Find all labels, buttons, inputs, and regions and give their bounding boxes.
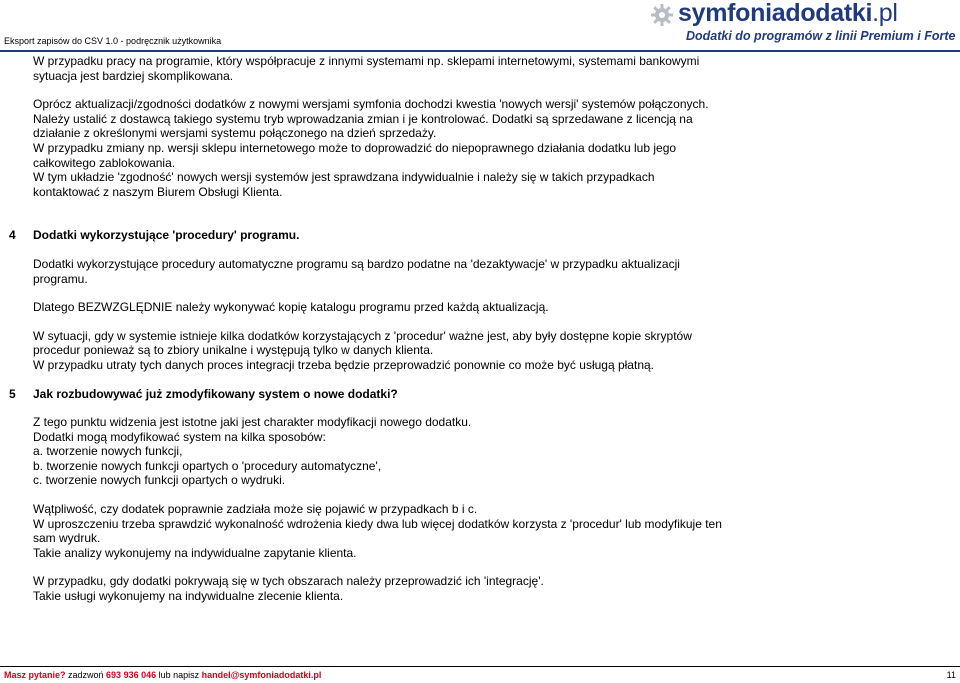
logo-accent: dodatki: [785, 0, 873, 27]
contact-line: [4, 670, 321, 680]
page-number: 11: [946, 670, 956, 680]
paragraph: W tym układzie 'zgodność' nowych wersji systemów jest sprawdzana indywidualnie i należy się w takich przypadkach kontaktować z naszym Biurem Obsługi Klienta.: [33, 170, 655, 199]
contact-call-text: zadzwoń: [65, 670, 107, 680]
paragraph: Dodatki mogą modyfikować system na kilka sposobów:: [33, 429, 326, 444]
symfoniadodatki-logo[interactable]: [650, 1, 956, 49]
paragraph: Należy ustalić z dostawcą takiego systemu tryb wprowadzania zmian i je kontrolować. Dodatki są sprzedawane z licencją na działanie z określonymi wersjami systemu połączonego na dzień sprzedaży.: [33, 111, 693, 141]
paragraph: Takie analizy wykonujemy na indywidualne zapytanie klienta.: [33, 545, 357, 560]
paragraph: W przypadku zmiany np. wersji sklepu internetowego może to doprowadzić do niepoprawnego działania dodatku lub jego całkowitego zablokowania.: [33, 140, 677, 170]
contact-or-text: lub napisz: [156, 670, 202, 680]
paragraph: W sytuacji, gdy w systemie istnieje kilka dodatków korzystających z 'procedur' ważne jest, aby były dostępne kopie skryptów procedur ponieważ są to zbiory unikalne i występują tylko w danych klienta.: [33, 328, 692, 358]
logo-wordmark: [678, 0, 898, 28]
contact-phone-link[interactable]: 693 936 046: [106, 670, 157, 680]
paragraph: W przypadku, gdy dodatki pokrywają się w tych obszarach należy przeprowadzić ich 'integrację'.: [33, 574, 544, 589]
page-header: [0, 0, 960, 52]
paragraph: Dodatki wykorzystujące procedury automatyczne programu są bardzo podatne na 'dezaktywacje' w przypadku aktualizacji programu.: [33, 256, 680, 286]
section-heading-4: [9, 228, 723, 243]
list-item: a. tworzenie nowych funkcji,: [33, 444, 183, 459]
paragraph: Dlatego BEZWZGLĘDNIE należy wykonywać kopię katalogu programu przed każdą aktualizacją.: [33, 300, 549, 315]
document-title: Eksport zapisów do CSV 1.0 - podręcznik użytkownika: [4, 36, 222, 46]
gear-icon: [650, 3, 674, 27]
contact-question: Masz pytanie?: [4, 670, 66, 680]
paragraph: W uproszczeniu trzeba sprawdzić wykonalność wdrożenia kiedy dwa lub więcej dodatków korzysta z 'procedur' lub modyfikuje ten sam wydruk.: [33, 516, 722, 546]
paragraph: Z tego punktu widzenia jest istotne jaki jest charakter modyfikacji nowego dodatku.: [33, 415, 472, 430]
logo-tagline: Dodatki do programów z linii Premium i Forte: [686, 29, 956, 43]
paragraph: Oprócz aktualizacji/zgodności dodatków z nowymi wersjami symfonia dochodzi kwestia 'nowych wersji' systemów połączonych.: [33, 97, 709, 112]
list-item: b. tworzenie nowych funkcji opartych o 'procedury automatyczne',: [33, 458, 382, 473]
contact-email-link[interactable]: handel@symfoniadodatki.pl: [201, 670, 322, 680]
section-title: Dodatki wykorzystujące 'procedury' programu.: [33, 228, 300, 243]
footer-divider: [0, 666, 960, 667]
paragraph: W przypadku utraty tych danych proces integracji trzeba będzie przeprowadzić ponownie co może być usługą płatną.: [33, 357, 654, 372]
section-heading-5: [9, 386, 723, 402]
logo-tld: .pl: [872, 0, 898, 27]
paragraph: Takie usługi wykonujemy na indywidualne zlecenie klienta.: [33, 589, 344, 604]
section-title: Jak rozbudowywać już zmodyfikowany system o nowe dodatki?: [33, 386, 398, 401]
section-number: 4: [9, 228, 16, 243]
paragraph: W przypadku pracy na programie, który współpracuje z innymi systemami np. sklepami internetowymi, systemami bankowymi sytuacja jest bardziej skomplikowana.: [33, 54, 700, 83]
page-footer: [0, 666, 960, 683]
document-body: [9, 54, 723, 604]
header-divider: [0, 50, 960, 52]
list-item: c. tworzenie nowych funkcji opartych o wydruki.: [33, 473, 286, 488]
section-number: 5: [9, 386, 16, 401]
logo-main: symfonia: [678, 0, 786, 27]
paragraph: Wątpliwość, czy dodatek poprawnie zadziała może się pojawić w przypadkach b i c.: [33, 502, 478, 517]
